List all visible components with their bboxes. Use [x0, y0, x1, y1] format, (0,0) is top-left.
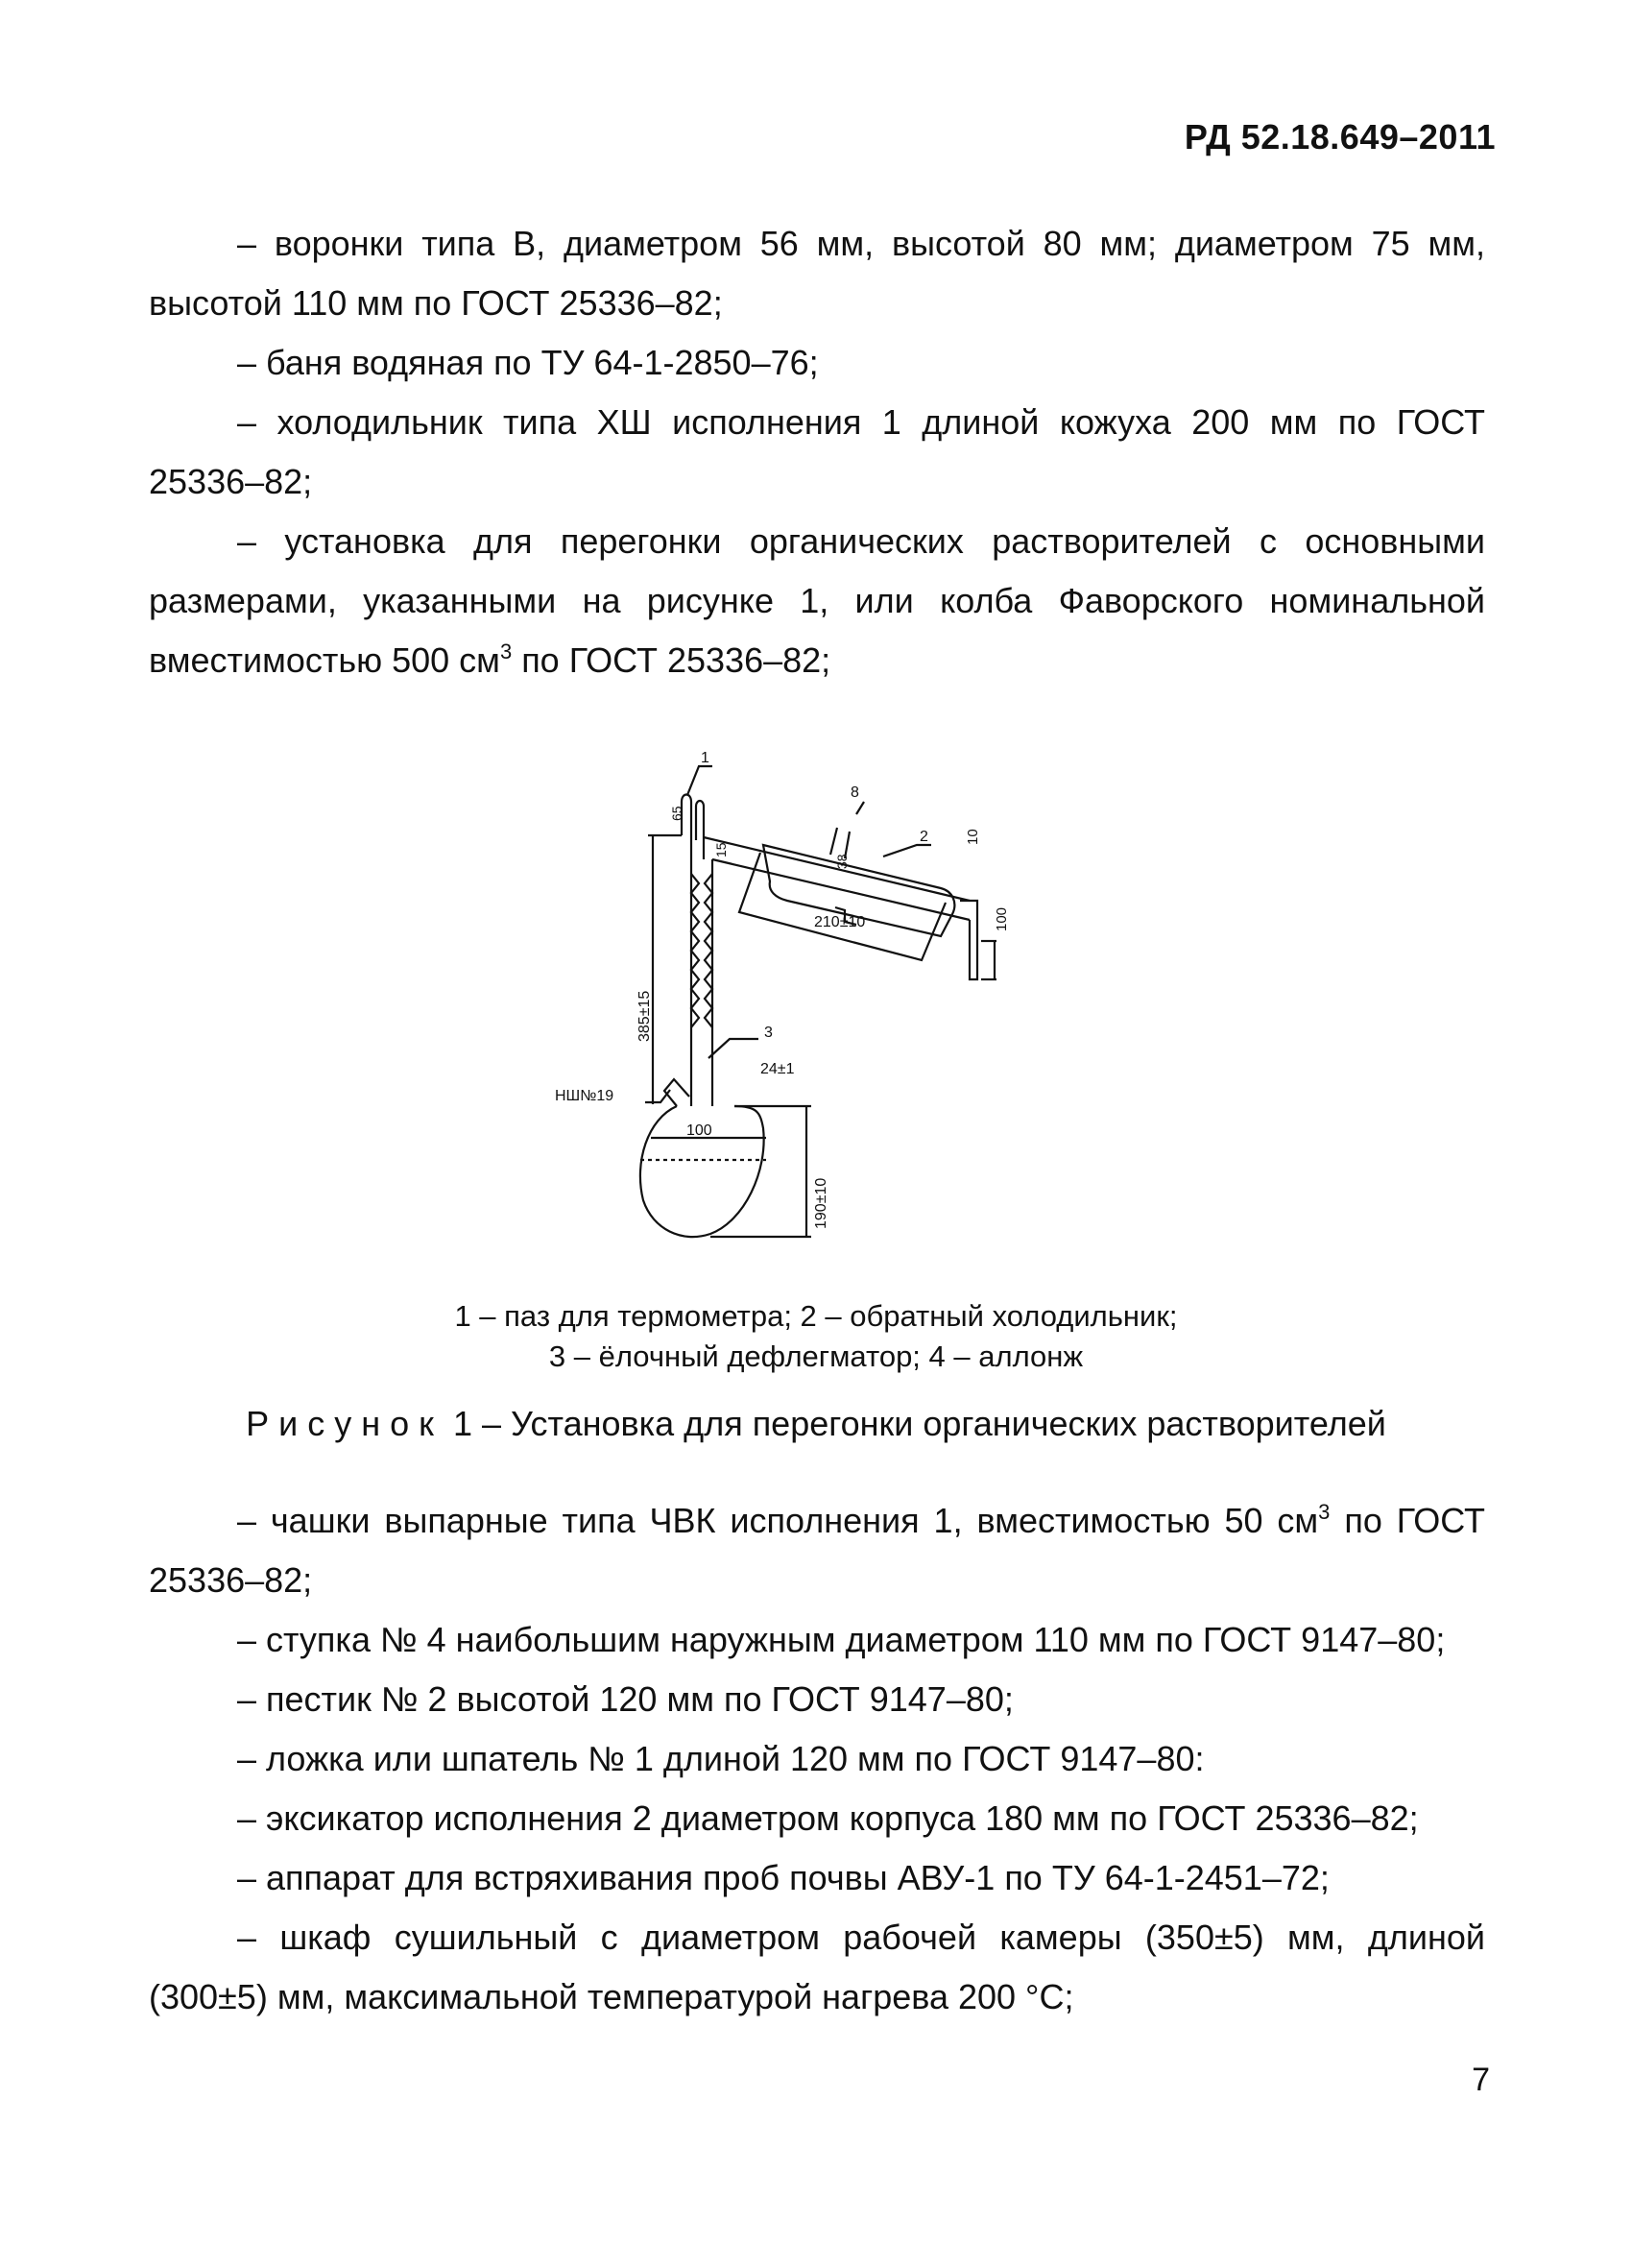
paragraph-mortar: – ступка № 4 наибольшим наружным диаметром 110 мм по ГОСТ 9147–80; — [237, 1620, 1446, 1659]
superscript: 3 — [499, 639, 513, 664]
text-block-bottom — [149, 1491, 1485, 2027]
label-2: 2 — [920, 829, 928, 845]
paragraph-text-end: по ГОСТ 25336–82; — [512, 640, 831, 680]
figure-legend — [144, 1296, 1488, 1377]
label-100-top: 100 — [994, 906, 1010, 931]
drop-tube — [960, 901, 977, 979]
leader-2 — [883, 845, 931, 857]
label-8: 8 — [851, 784, 859, 801]
label-100: 100 — [686, 1122, 712, 1139]
text-block-top — [149, 214, 1485, 690]
leader-3 — [708, 1039, 758, 1058]
paragraph-text-end: по ГОСТ 25336–82; — [149, 1501, 1485, 1600]
paragraph-spatula: – ложка или шпатель № 1 длиной 120 мм по ГОСТ 9147–80: — [237, 1739, 1205, 1778]
caption-number: 1 — [452, 1404, 472, 1443]
paragraph-shaker: – аппарат для встряхивания проб почвы АВУ-1 по ТУ 64-1-2451–72; — [237, 1858, 1330, 1897]
label-65: 65 — [669, 806, 684, 821]
label-1: 1 — [701, 750, 709, 766]
label-210: 210±10 — [814, 914, 866, 930]
label-15: 15 — [713, 842, 729, 857]
paragraph-water-bath: – баня водяная по ТУ 64-1-2850–76; — [237, 343, 819, 382]
label-24: 24±1 — [760, 1061, 795, 1077]
legend-line-2: 3 – ёлочный дефлегматор; 4 – аллонж — [548, 1339, 1084, 1373]
paragraph-pestle: – пестик № 2 высотой 120 мм по ГОСТ 9147–80; — [237, 1679, 1014, 1719]
paragraph-distillation-unit — [149, 512, 1485, 690]
dephlegmator-left — [691, 874, 699, 1027]
paragraph-evaporating-dishes — [149, 1491, 1485, 1610]
label-385: 385±15 — [636, 990, 653, 1042]
paragraph-desiccator: – эксикатор исполнения 2 диаметром корпуса 180 мм по ГОСТ 25336–82; — [237, 1798, 1419, 1838]
legend-line-1: 1 – паз для термометра; 2 – обратный холодильник; — [454, 1299, 1178, 1333]
apparatus-drawing — [538, 749, 1114, 1267]
distillation-apparatus-figure — [538, 749, 1114, 1267]
paragraph-text: – чашки выпарные типа ЧВК исполнения 1, вместимостью 50 см — [237, 1501, 1319, 1540]
branch-left — [830, 828, 837, 855]
paragraph-condenser: – холодильник типа ХШ исполнения 1 длиной кожуха 200 мм по ГОСТ 25336–82; — [149, 402, 1485, 501]
label-38: 38 — [834, 854, 850, 869]
paragraph-text: – установка для перегонки органических растворителей с основными размерами, указанными на рисунке 1, или колба Фаворского номинальной вместимостью 500 см — [149, 521, 1485, 680]
paragraph-drying-oven: – шкаф сушильный с диаметром рабочей камеры (350±5) мм, длиной (300±5) мм, максимальной температурой нагрева 200 °С; — [149, 1918, 1485, 2016]
caption-word: Рисунок — [246, 1404, 444, 1443]
dephlegmator-right — [705, 874, 712, 1027]
label-10: 10 — [965, 829, 981, 845]
figure-caption — [144, 1404, 1488, 1444]
label-3: 3 — [764, 1025, 773, 1041]
caption-text: – Установка для перегонки органических растворителей — [482, 1404, 1386, 1443]
leader-1 — [687, 766, 712, 795]
superscript: 3 — [1318, 1500, 1331, 1524]
branch-line — [856, 802, 864, 814]
page-number: 7 — [1472, 2062, 1490, 2098]
label-190: 190±10 — [813, 1177, 829, 1229]
document-code: РД 52.18.649–2011 — [1184, 117, 1496, 157]
label-joint: НШ№19 — [555, 1088, 614, 1104]
thermo-tube-inner — [696, 801, 704, 859]
paragraph-funnels: – воронки типа В, диаметром 56 мм, высотой 80 мм; диаметром 75 мм, высотой 110 мм по ГОСТ 25336–82; — [149, 224, 1485, 323]
